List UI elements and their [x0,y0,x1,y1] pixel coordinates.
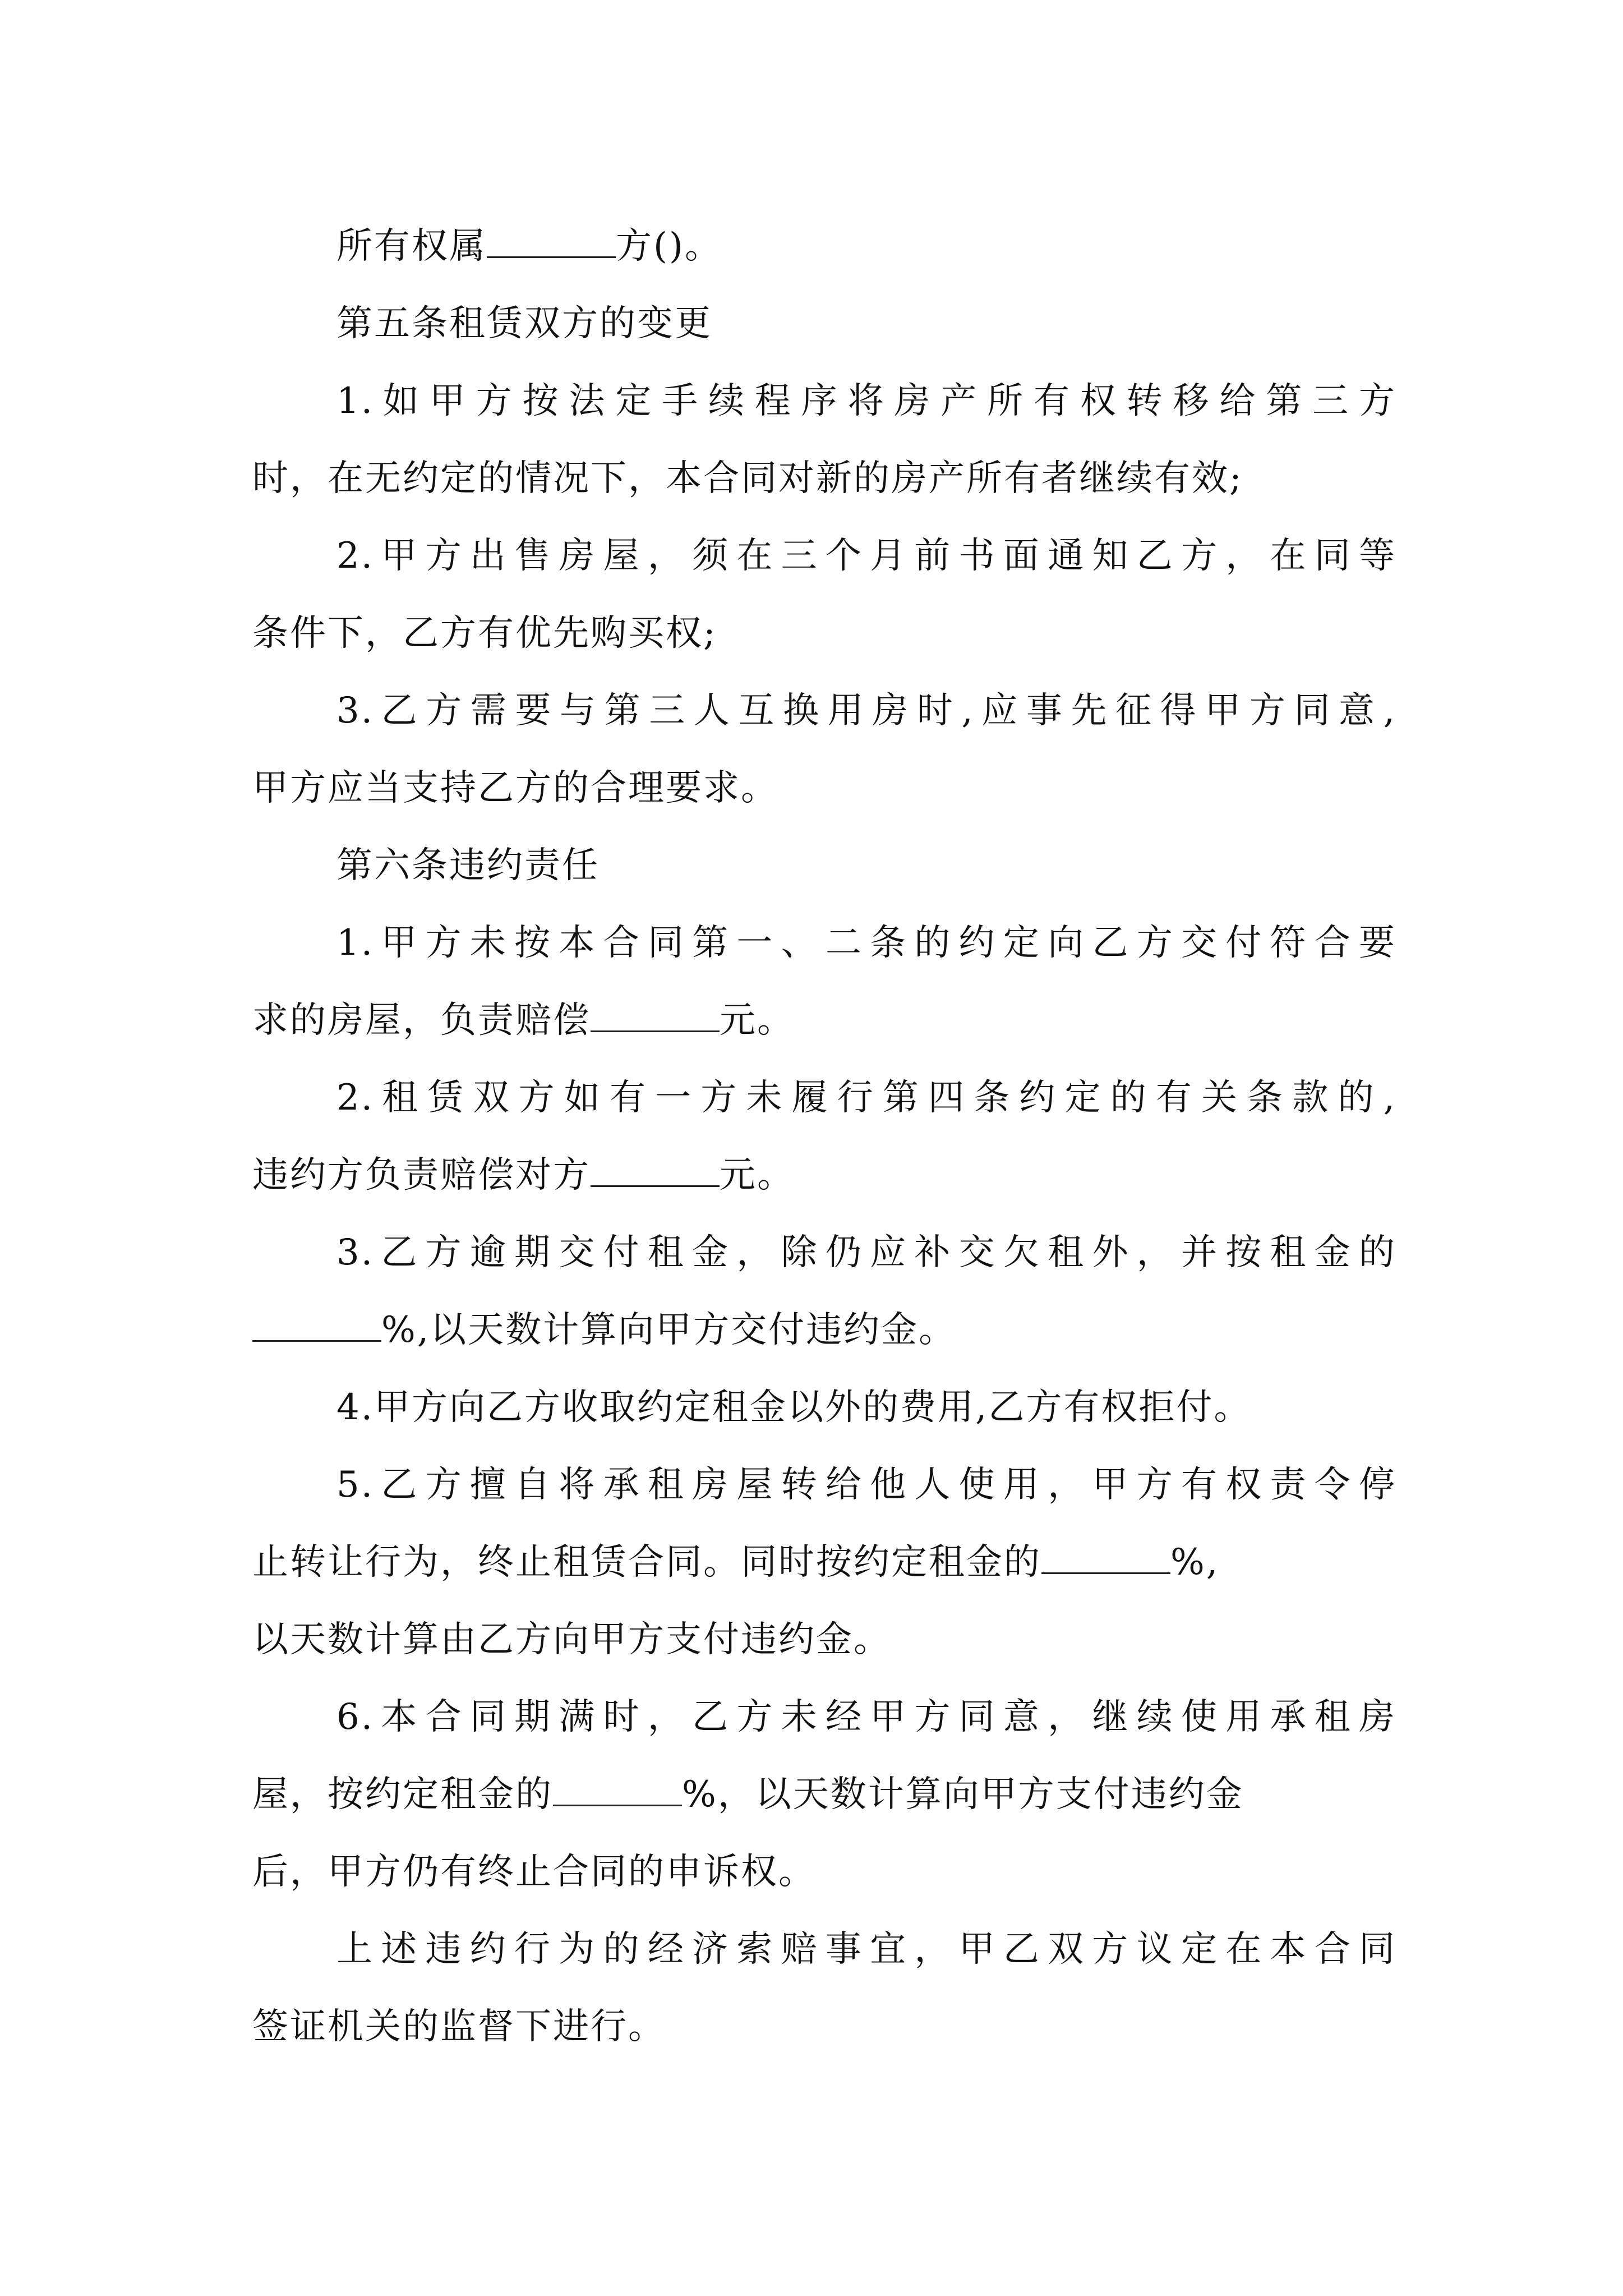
text-segment: 方()。 [616,226,722,267]
fill-in-blank [252,1309,381,1342]
paragraph-line: 上述违约行为的经济索赔事宜，甲乙双方议定在本合同 [336,1929,1396,1970]
paragraph-line: 后，甲方仍有终止合同的申诉权。 [252,1851,816,1893]
paragraph-line [252,1291,1396,1369]
text-segment: 屋，按约定租金的 [252,1774,553,1815]
paragraph-line: 时，在无约定的情况下，本合同对新的房产所有者继续有效; [252,458,1243,499]
paragraph-line: 以天数计算由乙方向甲方支付违约金。 [252,1619,891,1660]
text-segment: 违约方负责赔偿对方 [252,1154,591,1196]
paragraph-line: 3.乙方逾期交付租金，除仍应补交欠租外，并按租金的 [336,1232,1396,1273]
fill-in-blank [553,1773,682,1806]
paragraph-line [252,1524,1396,1601]
section-heading: 第六条违约责任 [336,845,600,886]
paragraph-line [252,1137,1396,1214]
paragraph-line: 5.乙方擅自将承租房屋转给他人使用，甲方有权责令停 [336,1464,1396,1506]
section-heading: 第五条租赁双方的变更 [336,303,712,344]
text-segment: %,以天数计算向甲方交付违约金。 [381,1309,957,1351]
text-segment: 所有权属 [336,226,487,267]
text-segment: 元。 [720,1000,795,1041]
paragraph-line: 条件下，乙方有优先购买权; [252,613,717,654]
paragraph-line: 1.甲方未按本合同第一、二条的约定向乙方交付符合要 [336,922,1396,964]
paragraph-line: 签证机关的监督下进行。 [252,2006,666,2047]
document-page [252,208,1396,2065]
text-segment: 求的房屋，负责赔偿 [252,1000,591,1041]
paragraph-line: 4.甲方向乙方收取约定租金以外的费用,乙方有权拒付。 [336,1387,1252,1428]
paragraph-line: 甲方应当支持乙方的合理要求。 [252,767,778,809]
text-segment: 元。 [720,1154,795,1196]
paragraph-line [252,982,1396,1059]
paragraph-line: 2.租赁双方如有一方未履行第四条约定的有关条款的, [336,1077,1396,1119]
paragraph-line: 3.乙方需要与第三人互换用房时,应事先征得甲方同意, [336,690,1396,731]
text-segment: %, [1170,1542,1220,1583]
paragraph-line [252,208,1396,285]
paragraph-line: 1.如甲方按法定手续程序将房产所有权转移给第三方 [336,380,1396,422]
fill-in-blank [1041,1541,1170,1574]
text-segment: 止转让行为，终止租赁合同。同时按约定租金的 [252,1542,1041,1583]
paragraph-line: 2.甲方出售房屋，须在三个月前书面通知乙方，在同等 [336,535,1396,577]
fill-in-blank [591,999,720,1032]
paragraph-line [252,1756,1396,1833]
fill-in-blank [487,225,616,258]
fill-in-blank [591,1154,720,1187]
paragraph-line: 6.本合同期满时，乙方未经甲方同意，继续使用承租房 [336,1696,1396,1738]
text-segment: %，以天数计算向甲方支付违约金 [682,1774,1244,1815]
